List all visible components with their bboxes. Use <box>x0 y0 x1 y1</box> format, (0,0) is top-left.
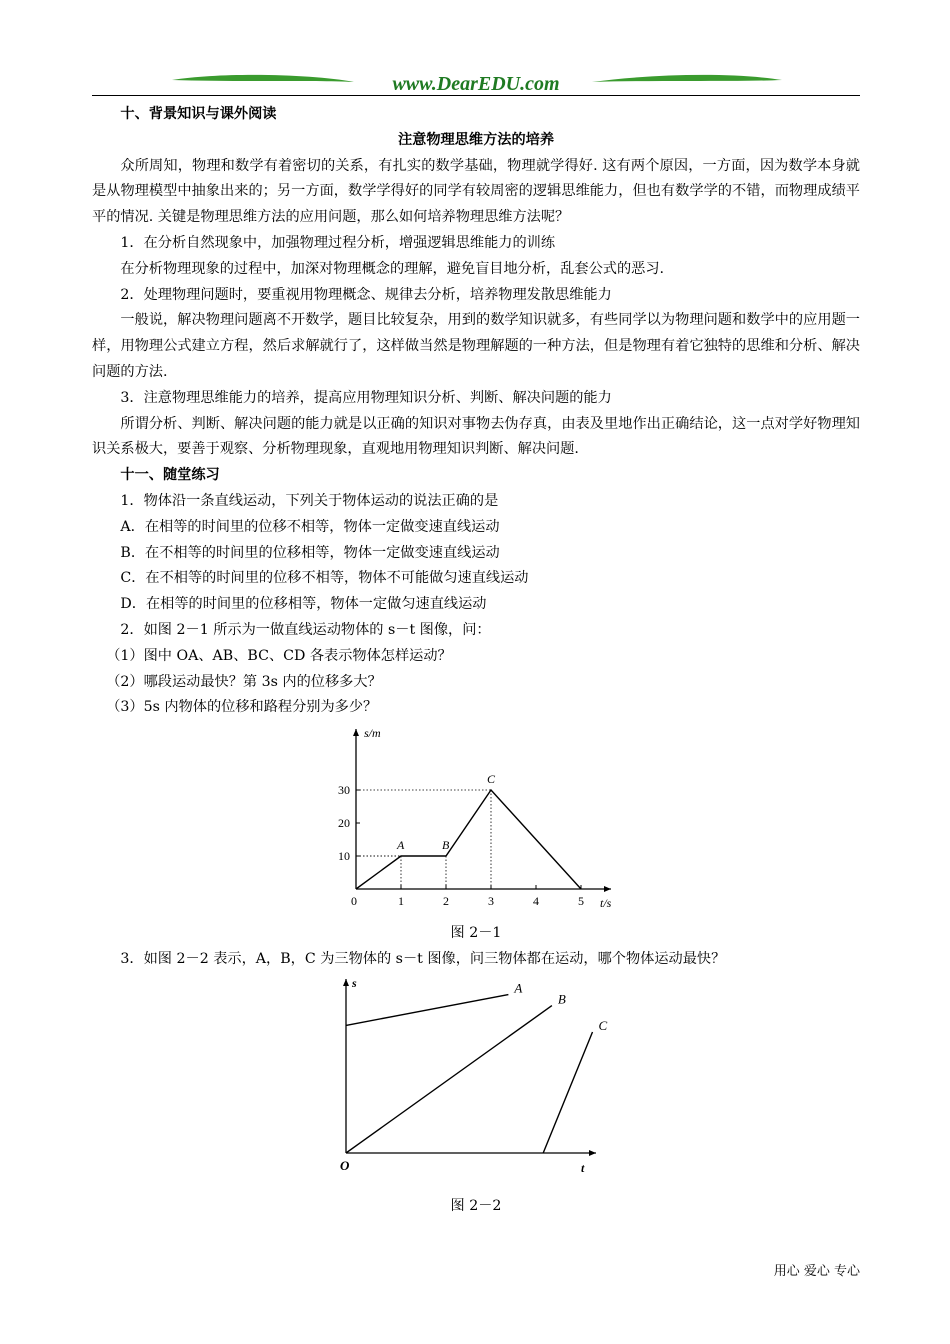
question-2-sub3: （3）5s 内物体的位移和路程分别为多少？ <box>106 699 378 716</box>
y-tick-label: 20 <box>338 816 350 831</box>
leaf-right-icon <box>592 75 782 82</box>
series-label-B: B <box>557 991 566 1007</box>
page-header <box>92 70 860 98</box>
series-label-C: C <box>598 1017 608 1033</box>
x-tick-label: 0 <box>351 894 357 909</box>
y-tick-label: 10 <box>338 849 350 864</box>
series-label-A: A <box>514 980 523 996</box>
y-axis-arrow-icon <box>353 729 359 736</box>
subheading: 2．处理物理问题时，要重视用物理概念、规律去分析，培养物理发散思维能力 <box>120 286 612 303</box>
section11-heading: 十一、随堂练习 <box>120 467 220 484</box>
paragraph: 在分析物理现象的过程中，加深对物理概念的理解，避免盲目地分析，乱套公式的恶习. <box>120 260 665 277</box>
series-line-B <box>346 1005 552 1152</box>
paragraph: 众所周知，物理和数学有着密切的关系，有扎实的数学基础，物理就学得好. 这有两个原因，一方面，因为数学本身就是从物理模型中抽象出来的；另一方面，数学学得好的同学有较周密的逻辑思维能力，但也有数学学的不错，而物理成绩平平的情况. 关键是物理思维方法的应用问题，那么如何培养物理思维方法呢？ <box>92 157 860 226</box>
series-line <box>356 790 581 889</box>
x-tick-label: 4 <box>533 894 539 909</box>
section10-heading: 十、背景知识与课外阅读 <box>120 106 277 122</box>
logo-text: www.DearEDU.com <box>392 73 560 95</box>
question-2-sub1: （1）图中 OA、AB、BC、CD 各表示物体怎样运动？ <box>106 647 452 664</box>
option-a: A．在相等的时间里的位移不相等，物体一定做变速直线运动 <box>120 518 500 535</box>
y-tick-label: 30 <box>338 783 350 798</box>
x-tick-label: 3 <box>488 894 494 909</box>
question-1: 1．物体沿一条直线运动，下列关于物体运动的说法正确的是 <box>120 492 499 509</box>
paragraph: 一般说，解决物理问题离不开数学，题目比较复杂，用到的数学知识就多，有些同学以为物理问题和数学中的应用题一样，用物理公式建立方程，然后求解就行了，这样做当然是物理解题的一种方法，但是物理有着它独特的思维和分析、解决问题的方法. <box>92 312 860 380</box>
subheading: 3．注意物理思维能力的培养，提高应用物理知识分析、判断、解决问题的能力 <box>120 389 612 406</box>
series-line-A <box>346 994 508 1025</box>
article-title: 注意物理思维方法的培养 <box>397 131 555 148</box>
question-2: 2．如图 2－1 所示为一做直线运动物体的 s－t 图像，问： <box>120 621 491 638</box>
option-b: B．在不相等的时间里的位移相等，物体一定做变速直线运动 <box>120 544 500 561</box>
x-tick-label: 2 <box>443 894 449 909</box>
x-axis-arrow-icon <box>604 886 611 892</box>
y-axis-arrow-icon <box>343 979 349 986</box>
figure-2-2-caption: 图 2－2 <box>450 1197 502 1214</box>
leaf-left-icon <box>172 75 354 82</box>
point-label-C: C <box>487 772 496 787</box>
subheading: 1．在分析自然现象中，加强物理过程分析，增强逻辑思维能力的训练 <box>120 234 556 251</box>
header-logo-banner <box>92 70 860 98</box>
x-axis-label: t/s <box>600 896 612 911</box>
page-footer: 用心 爱心 专心 <box>773 1264 860 1279</box>
option-c: C．在不相等的时间里的位移不相等，物体不可能做匀速直线运动 <box>120 570 529 587</box>
x-axis-arrow-icon <box>589 1150 596 1156</box>
header-rule <box>92 95 860 96</box>
y-axis-label: s/m <box>364 726 381 741</box>
x-axis-label: t <box>581 1160 585 1175</box>
y-axis-label: s <box>352 975 357 990</box>
point-label-B: B <box>442 838 450 853</box>
paragraph: 所谓分析、判断、解决问题的能力就是以正确的知识对事物去伪存真，由表及里地作出正确结论，这一点对学好物理知识关系极大，要善于观察、分析物理现象，直观地用物理知识判断、解决问题. <box>92 415 860 458</box>
origin-label: O <box>340 1157 350 1173</box>
option-d: D．在相等的时间里的位移相等，物体一定做匀速直线运动 <box>120 596 487 613</box>
x-tick-label: 5 <box>578 894 584 909</box>
question-2-sub2: （2）哪段运动最快？第 3s 内的位移多大？ <box>106 673 382 690</box>
figure-2-2-chart <box>326 973 626 1188</box>
point-label-A: A <box>397 838 405 853</box>
document-body <box>92 102 860 1220</box>
question-3: 3．如图 2－2 表示，A，B，C 为三物体的 s－t 图像，问三物体都在运动，哪个物体运动最快？ <box>120 950 726 967</box>
series-line-C <box>543 1032 592 1153</box>
figure-2-1-chart <box>326 721 626 921</box>
figure-2-1-caption: 图 2－1 <box>450 925 502 942</box>
x-tick-label: 1 <box>398 894 404 909</box>
